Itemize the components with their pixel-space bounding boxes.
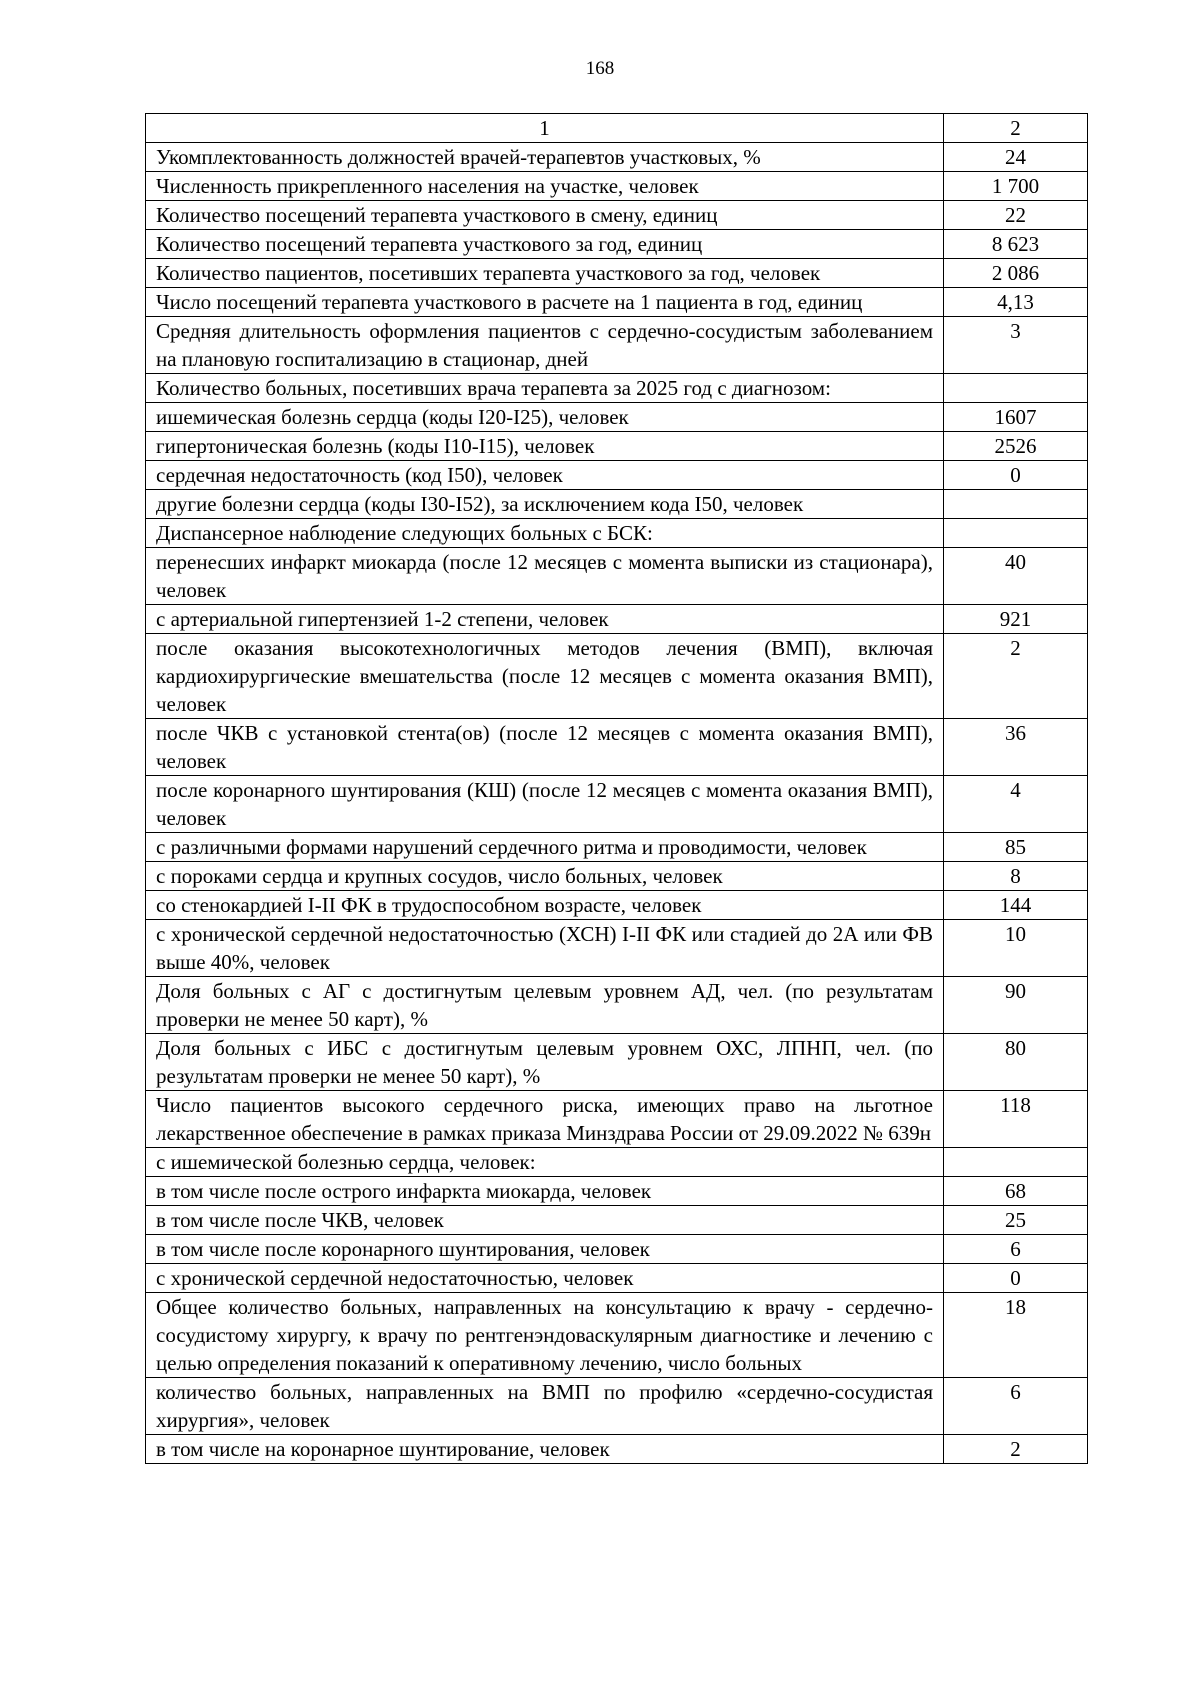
table-body — [146, 114, 1088, 1464]
row-label: количество больных, направленных на ВМП по профилю «сердечно-сосудистая хирургия», человек — [146, 1378, 944, 1435]
row-value: 24 — [944, 143, 1088, 172]
row-value: 6 — [944, 1235, 1088, 1264]
row-label: с различными формами нарушений сердечного ритма и проводимости, человек — [146, 833, 944, 862]
row-value: 0 — [944, 1264, 1088, 1293]
table-row — [146, 1177, 1088, 1206]
row-label: гипертоническая болезнь (коды I10-I15), человек — [146, 432, 944, 461]
row-value: 4,13 — [944, 288, 1088, 317]
table-row — [146, 1148, 1088, 1177]
row-value: 0 — [944, 461, 1088, 490]
row-label: с артериальной гипертензией 1-2 степени, человек — [146, 605, 944, 634]
row-value: 2526 — [944, 432, 1088, 461]
row-label: с ишемической болезнью сердца, человек: — [146, 1148, 944, 1177]
row-value: 10 — [944, 920, 1088, 977]
row-label: Укомплектованность должностей врачей-терапевтов участковых, % — [146, 143, 944, 172]
row-label: Численность прикрепленного населения на участке, человек — [146, 172, 944, 201]
row-value: 80 — [944, 1034, 1088, 1091]
table-row — [146, 920, 1088, 977]
row-label: с хронической сердечной недостаточностью (ХСН) I-II ФК или стадией до 2А или ФВ выше 40%, человек — [146, 920, 944, 977]
table-row — [146, 143, 1088, 172]
column-header-1: 1 — [146, 114, 944, 143]
table-row — [146, 317, 1088, 374]
row-value: 2 — [944, 1435, 1088, 1464]
table-row — [146, 432, 1088, 461]
row-value: 36 — [944, 719, 1088, 776]
row-value: 22 — [944, 201, 1088, 230]
table-header-row — [146, 114, 1088, 143]
row-label: в том числе после острого инфаркта миокарда, человек — [146, 1177, 944, 1206]
row-value: 1607 — [944, 403, 1088, 432]
row-label: в том числе после ЧКВ, человек — [146, 1206, 944, 1235]
table-row — [146, 230, 1088, 259]
table-row — [146, 862, 1088, 891]
row-label: в том числе на коронарное шунтирование, человек — [146, 1435, 944, 1464]
row-value — [944, 374, 1088, 403]
row-value: 4 — [944, 776, 1088, 833]
row-label: другие болезни сердца (коды I30-I52), за исключением кода I50, человек — [146, 490, 944, 519]
row-value: 8 — [944, 862, 1088, 891]
column-header-2: 2 — [944, 114, 1088, 143]
row-value: 2 086 — [944, 259, 1088, 288]
table-row — [146, 1293, 1088, 1378]
row-value: 8 623 — [944, 230, 1088, 259]
row-value: 6 — [944, 1378, 1088, 1435]
table-row — [146, 891, 1088, 920]
table-row — [146, 977, 1088, 1034]
table-row — [146, 403, 1088, 432]
table-row — [146, 548, 1088, 605]
row-value: 85 — [944, 833, 1088, 862]
table-row — [146, 288, 1088, 317]
table-row — [146, 374, 1088, 403]
table-row — [146, 519, 1088, 548]
row-value — [944, 519, 1088, 548]
table-row — [146, 259, 1088, 288]
row-label: после оказания высокотехнологичных методов лечения (ВМП), включая кардиохирургические вмешательства (после 12 месяцев с момента оказания ВМП), человек — [146, 634, 944, 719]
table-row — [146, 1235, 1088, 1264]
row-value: 18 — [944, 1293, 1088, 1378]
row-label: с пороками сердца и крупных сосудов, число больных, человек — [146, 862, 944, 891]
row-label: Диспансерное наблюдение следующих больных с БСК: — [146, 519, 944, 548]
table-row — [146, 490, 1088, 519]
table-row — [146, 1091, 1088, 1148]
row-label: Число пациентов высокого сердечного риска, имеющих право на льготное лекарственное обеспечение в рамках приказа Минздрава России от 29.09.2022 № 639н — [146, 1091, 944, 1148]
table-row — [146, 1435, 1088, 1464]
row-label: Общее количество больных, направленных на консультацию к врачу - сердечно-сосудистому хирургу, к врачу по рентгенэндоваскулярным диагностике и лечению с целью определения показаний к оперативному лечению, число больных — [146, 1293, 944, 1378]
table-row — [146, 461, 1088, 490]
table-row — [146, 1378, 1088, 1435]
row-label: Количество пациентов, посетивших терапевта участкового за год, человек — [146, 259, 944, 288]
table-row — [146, 1264, 1088, 1293]
row-value: 921 — [944, 605, 1088, 634]
row-label: Доля больных с ИБС с достигнутым целевым уровнем ОХС, ЛПНП, чел. (по результатам проверки не менее 50 карт), % — [146, 1034, 944, 1091]
row-label: со стенокардией I-II ФК в трудоспособном возрасте, человек — [146, 891, 944, 920]
row-label: после коронарного шунтирования (КШ) (после 12 месяцев с момента оказания ВМП), человек — [146, 776, 944, 833]
row-value: 68 — [944, 1177, 1088, 1206]
row-value — [944, 1148, 1088, 1177]
row-value — [944, 490, 1088, 519]
row-value: 90 — [944, 977, 1088, 1034]
row-value: 3 — [944, 317, 1088, 374]
table-row — [146, 201, 1088, 230]
row-value: 2 — [944, 634, 1088, 719]
table-row — [146, 833, 1088, 862]
table-row — [146, 634, 1088, 719]
row-label: после ЧКВ с установкой стента(ов) (после 12 месяцев с момента оказания ВМП), человек — [146, 719, 944, 776]
row-label: с хронической сердечной недостаточностью, человек — [146, 1264, 944, 1293]
row-value: 118 — [944, 1091, 1088, 1148]
row-value: 1 700 — [944, 172, 1088, 201]
row-value: 144 — [944, 891, 1088, 920]
table-row — [146, 1034, 1088, 1091]
table-row — [146, 172, 1088, 201]
row-label: в том числе после коронарного шунтирования, человек — [146, 1235, 944, 1264]
row-label: Средняя длительность оформления пациентов с сердечно-сосудистым заболеванием на плановую госпитализацию в стационар, дней — [146, 317, 944, 374]
statistics-table — [145, 113, 1088, 1464]
page-number: 168 — [585, 58, 615, 79]
row-label: Доля больных с АГ с достигнутым целевым уровнем АД, чел. (по результатам проверки не менее 50 карт), % — [146, 977, 944, 1034]
row-label: Количество больных, посетивших врача терапевта за 2025 год с диагнозом: — [146, 374, 944, 403]
row-label: Количество посещений терапевта участкового в смену, единиц — [146, 201, 944, 230]
row-label: перенесших инфаркт миокарда (после 12 месяцев с момента выписки из стационара), человек — [146, 548, 944, 605]
row-value: 40 — [944, 548, 1088, 605]
row-value: 25 — [944, 1206, 1088, 1235]
row-label: сердечная недостаточность (код I50), человек — [146, 461, 944, 490]
table-row — [146, 719, 1088, 776]
table-row — [146, 1206, 1088, 1235]
table-row — [146, 605, 1088, 634]
row-label: Число посещений терапевта участкового в расчете на 1 пациента в год, единиц — [146, 288, 944, 317]
row-label: ишемическая болезнь сердца (коды I20-I25), человек — [146, 403, 944, 432]
row-label: Количество посещений терапевта участкового за год, единиц — [146, 230, 944, 259]
table-row — [146, 776, 1088, 833]
